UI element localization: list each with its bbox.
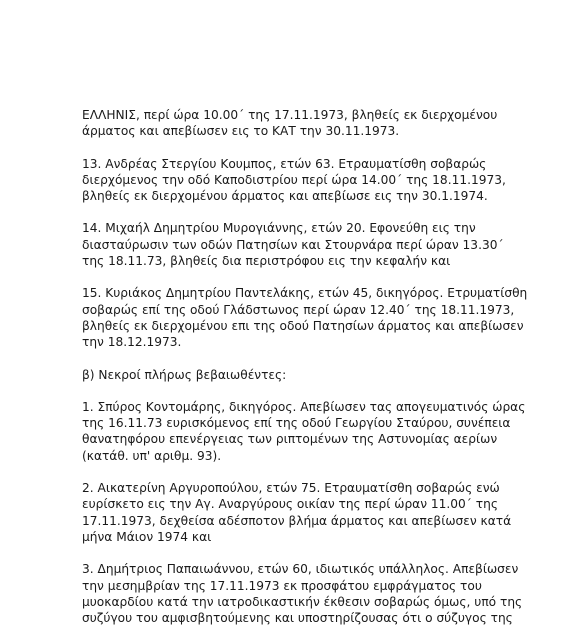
text-line: 15. Κυριάκος Δημητρίου Παντελάκης, ετών 45, δικηγόρος. Ετρυματίσθη [82,286,528,301]
text-line: την μεσημβρίαν της 17.11.1973 εκ προσφάτου εμφράγματος του [82,578,482,593]
text-line: θανατηφόρου επενέργειας των ριπτομένων της Αστυνομίας αερίων [82,432,498,447]
text-line: άρματος και απεβίωσεν εις το ΚΑΤ την 30.11.1973. [82,124,400,139]
section-heading [82,367,562,383]
text-line: 3. Δημήτριος Παπαιωάννου, ετών 60, ιδιωτικός υπάλληλος. Απεβίωσεν [82,562,519,577]
paragraph-item-13 [82,156,562,205]
text-line: συζύγου του αμφισβητούμενης και υποστηρίζουσας ότι ο σύζυγος της [82,611,513,626]
text-line: βληθείς εκ διερχομένου επι της οδού Πατησίων άρματος και απεβίωσεν [82,318,524,333]
paragraph-item-15 [82,285,562,350]
text-line: βληθείς εκ διερχομένου άρματος και απεβίωσε εις την 30.1.1974. [82,189,488,204]
text-line: 17.11.1973, δεχθείσα αδέσποτον βλήμα άρματος και απεβίωσεν κατά [82,513,512,528]
text-line: σοβαρώς επί της οδού Γλάδστωνος περί ώραν 12.40΄ της 18.11.1973, [82,302,515,317]
text-line: 2. Αικατερίνη Αργυροπούλου, ετών 75. Ετραυματίσθη σοβαρώς ενώ [82,481,500,496]
text-line: της 16.11.73 ευρισκόμενος επί της οδού Γεωργίου Σταύρου, συνέπεια [82,416,511,431]
text-line: 1. Σπύρος Κοντομάρης, δικηγόρος. Απεβίωσεν τας απογευματινός ώρας [82,399,526,414]
text-line: μυοκαρδίου κατά την ιατροδικαστικήν έκθεσιν σοβαρώς όμως, υπό της [82,594,523,609]
paragraph-b-item-3 [82,561,562,626]
document-body [82,107,562,642]
text-line: ΕΛΛΗΝΙΣ, περί ώρα 10.00΄ της 17.11.1973, βληθείς εκ διερχομένου [82,108,498,122]
text-line: ευρίσκετο εις την Αγ. Αναργύρους οικίαν της περί ώραν 11.00΄ της [82,497,498,512]
text-line: 13. Ανδρέας Στεργίου Κουμπος, ετών 63. Ετραυματίσθη σοβαρώς [82,156,487,171]
text-line: διερχόμενος την οδό Καποδιστρίου περί ώρα 14.00΄ της 18.11.1973, [82,172,506,187]
paragraph-b-item-2 [82,480,562,545]
paragraph-item-14 [82,220,562,269]
top-blank-area [0,0,585,44]
text-line: (κατάθ. υπ' αριθμ. 93). [82,448,222,463]
text-line: διασταύρωσιν των οδών Πατησίων και Στουρνάρα περί ώραν 13.30΄ [82,237,504,252]
paragraph-kat-victim [82,107,562,140]
text-line: της 18.11.73, βληθείς δια περιστρόφου εις την κεφαλήν και [82,254,451,269]
text-line: μήνα Μάιον 1974 και [82,529,212,544]
heading-text: β) Νεκροί πλήρως βεβαιωθέντες: [82,367,287,382]
text-line: 14. Μιχαήλ Δημητρίου Μυρογιάννης, ετών 20. Εφονεύθη εις την [82,221,476,236]
text-line: την 18.12.1973. [82,335,182,350]
paragraph-b-item-1 [82,399,562,464]
